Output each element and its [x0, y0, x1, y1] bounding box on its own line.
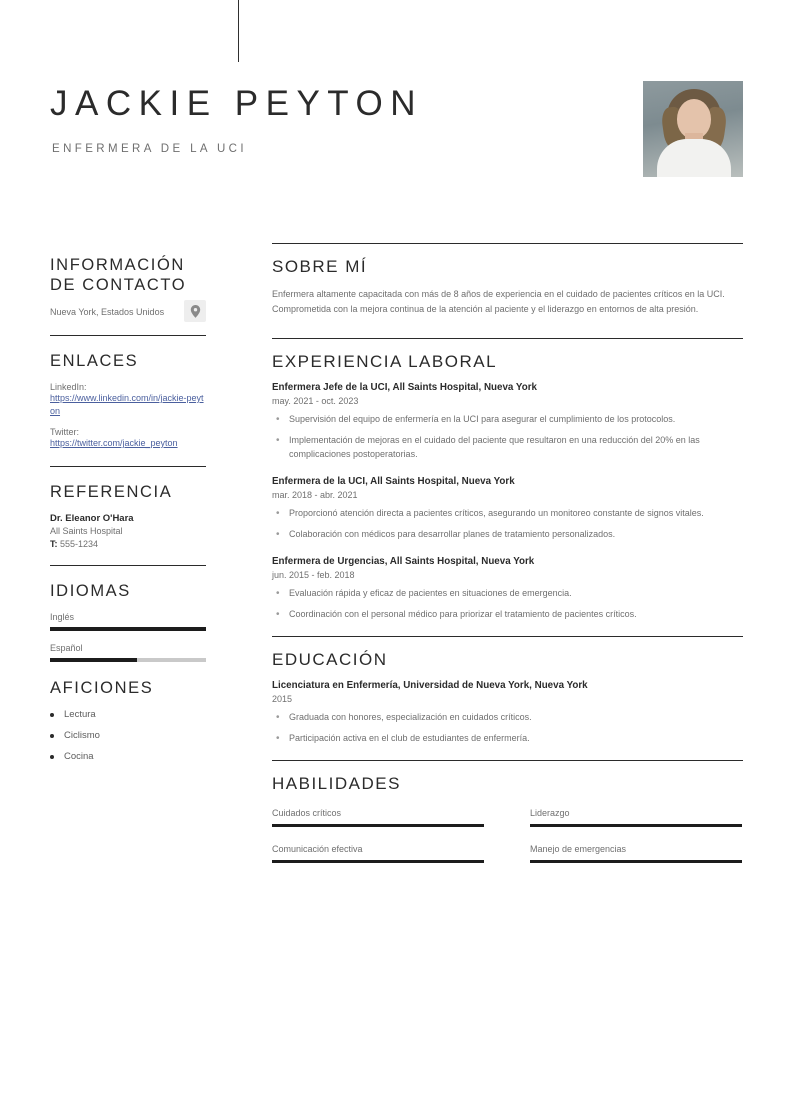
education-bullet: • Graduada con honores, especialización en cuidados críticos.: [289, 711, 743, 725]
page-title: JACKIE PEYTON: [50, 84, 424, 123]
education-bullet: • Participación activa en el club de estudiantes de enfermería.: [289, 732, 743, 746]
section-links: [50, 351, 206, 467]
section-about: [272, 243, 743, 316]
about-text: Enfermera altamente capacitada con más de 8 años de experiencia en el cuidado de pacientes críticos en la UCI. Comprometida con la mejora continua de la atención al paciente y el liderazgo en entornos de alta presión.: [272, 289, 725, 314]
skills-grid: [272, 808, 743, 880]
divider: [50, 565, 206, 566]
reference-phone-label: T:: [50, 539, 58, 550]
experience-date: jun. 2015 - feb. 2018: [272, 569, 355, 580]
skills-section-title: HABILIDADES: [272, 773, 401, 793]
header-divider: [238, 0, 239, 62]
language-item: [50, 612, 206, 631]
skills-column-left: [272, 808, 484, 880]
skill-level-bar: [272, 860, 484, 863]
experience-bullet: • Colaboración con médicos para desarrollar planes de tratamiento personalizados.: [289, 528, 743, 542]
experience-item: [272, 382, 743, 462]
skill-name: Comunicación efectiva: [272, 843, 363, 854]
divider: [272, 760, 743, 761]
language-item: [50, 643, 206, 662]
divider: [272, 636, 743, 637]
divider: [50, 335, 206, 336]
hobbies-section-title: AFICIONES: [50, 679, 154, 698]
skill-item: [272, 844, 484, 863]
language-level-bar: [50, 627, 206, 631]
experience-title: Enfermera de Urgencias, All Saints Hospital, Nueva York: [272, 555, 535, 567]
education-item: [272, 680, 743, 746]
avatar: [643, 81, 743, 177]
language-name: Español: [50, 643, 83, 654]
links-section-title: ENLACES: [50, 351, 139, 370]
link-item: [50, 382, 206, 418]
languages-section-title: IDIOMAS: [50, 582, 131, 601]
map-pin-icon: [184, 300, 206, 322]
job-role-subtitle: ENFERMERA DE LA UCI: [52, 143, 247, 155]
reference-name: Dr. Eleanor O'Hara: [50, 513, 134, 525]
skill-name: Cuidados críticos: [272, 807, 342, 818]
section-experience: [272, 338, 743, 622]
link-item: [50, 427, 206, 450]
experience-bullet: • Evaluación rápida y eficaz de pacientes en situaciones de emergencia.: [289, 587, 743, 601]
experience-section-title: EXPERIENCIA LABORAL: [272, 352, 498, 372]
contact-title-line-2: DE CONTACTO: [50, 276, 187, 295]
divider: [272, 338, 743, 339]
experience-bullet: • Supervisión del equipo de enfermería en la UCI para asegurar el cumplimiento de los protocolos.: [289, 413, 743, 427]
contact-location: Nueva York, Estados Unidos: [50, 307, 165, 318]
contact-section-title: [50, 255, 206, 295]
section-contact: [50, 255, 206, 336]
sidebar: [50, 255, 206, 772]
skills-column-right: [530, 808, 742, 880]
experience-bullet: • Coordinación con el personal médico para priorizar el tratamiento de pacientes críticos.: [289, 608, 743, 622]
resume-header: [0, 62, 794, 192]
experience-bullet: • Proporcionó atención directa a pacientes críticos, asegurando un monitoreo constante de signos vitales.: [289, 507, 743, 521]
experience-title: Enfermera Jefe de la UCI, All Saints Hospital, Nueva York: [272, 382, 537, 394]
language-level-bar: [50, 658, 206, 662]
skill-item: [272, 808, 484, 827]
education-section-title: EDUCACIÓN: [272, 649, 388, 669]
experience-bullet: • Implementación de mejoras en el cuidado del paciente que resultaron en una reducción del 20% en las complicaciones postoperatorias.: [289, 434, 743, 462]
experience-date: mar. 2018 - abr. 2021: [272, 489, 358, 500]
reference-phone-row: [50, 539, 206, 549]
reference-section-title: REFERENCIA: [50, 483, 173, 502]
link-label-twitter: Twitter:: [50, 427, 80, 438]
section-hobbies: [50, 678, 206, 762]
experience-item: [272, 556, 743, 622]
contact-location-row: [50, 306, 206, 319]
language-name: Inglés: [50, 612, 75, 623]
skill-item: [530, 808, 742, 827]
link-url-linkedin[interactable]: https://www.linkedin.com/in/jackie-peyton: [50, 392, 204, 417]
skill-name: Manejo de emergencias: [530, 843, 627, 854]
section-skills: [272, 760, 743, 880]
skill-level-bar: [530, 860, 742, 863]
skill-level-bar: [272, 824, 484, 827]
experience-item: [272, 476, 743, 542]
section-reference: [50, 482, 206, 566]
divider: [50, 466, 206, 467]
divider: [272, 243, 743, 244]
reference-organization: All Saints Hospital: [50, 526, 123, 537]
reference-phone-number: 555-1234: [60, 539, 99, 550]
list-item: Ciclismo: [64, 730, 206, 741]
list-item: Cocina: [64, 751, 206, 762]
main-content: [272, 243, 743, 880]
list-item: Lectura: [64, 709, 206, 720]
skill-item: [530, 844, 742, 863]
experience-date: may. 2021 - oct. 2023: [272, 396, 359, 407]
link-label-linkedin: LinkedIn:: [50, 381, 87, 392]
about-section-title: SOBRE MÍ: [272, 257, 368, 276]
link-url-twitter[interactable]: https://twitter.com/jackie_peyton: [50, 438, 178, 449]
skill-name: Liderazgo: [530, 807, 570, 818]
contact-title-line-1: INFORMACIÓN: [50, 256, 185, 274]
section-education: [272, 636, 743, 746]
education-title: Licenciatura en Enfermería, Universidad de Nueva York, Nueva York: [272, 679, 588, 691]
experience-title: Enfermera de la UCI, All Saints Hospital, Nueva York: [272, 475, 515, 487]
education-date: 2015: [272, 693, 293, 704]
section-languages: [50, 581, 206, 662]
skill-level-bar: [530, 824, 742, 827]
